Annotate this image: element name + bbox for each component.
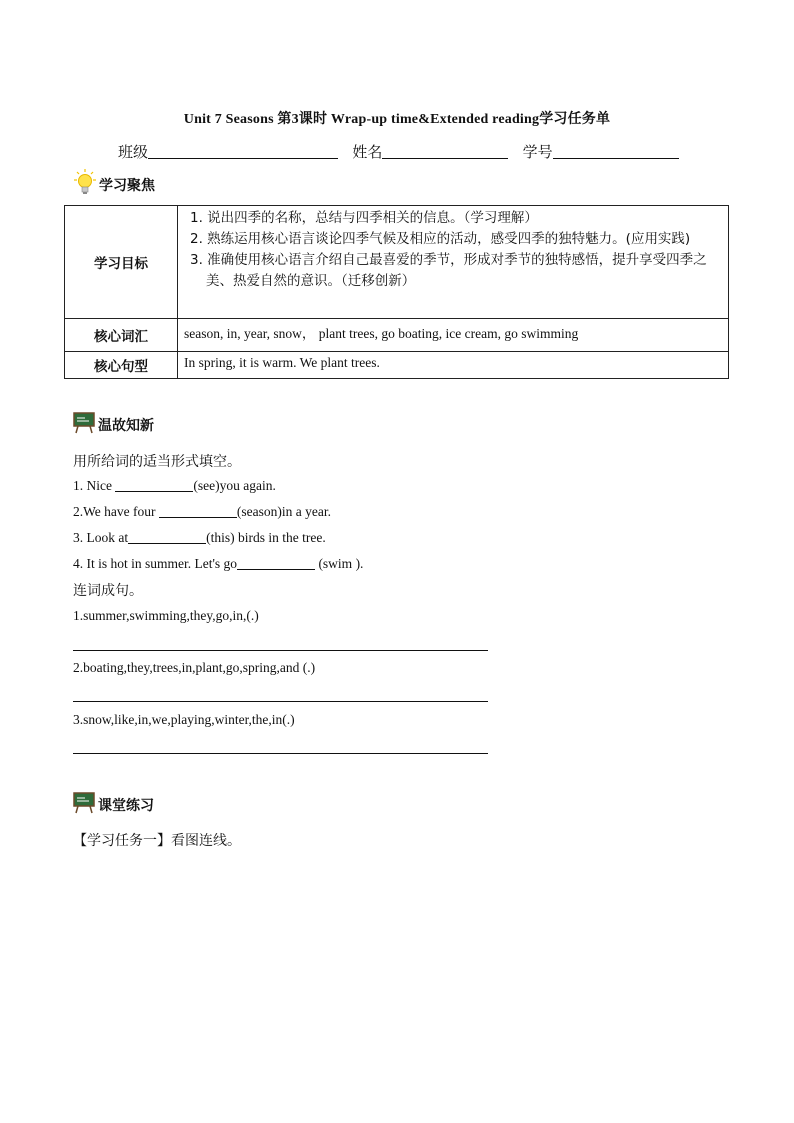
answer-line[interactable]	[73, 650, 488, 651]
goals-cell	[178, 206, 729, 319]
order-item-1: 1.summer,swimming,they,go,in,(.)	[73, 608, 259, 623]
fill-blank[interactable]	[115, 478, 193, 492]
fill-item-2	[73, 504, 331, 520]
sentence-label: 核心句型	[65, 352, 178, 379]
answer-line[interactable]	[73, 753, 488, 754]
fill-item-text: 2.We have four	[73, 504, 159, 519]
order-instruction: 连词成句。	[73, 583, 143, 599]
easel-board-icon	[73, 792, 95, 818]
fill-blank[interactable]	[237, 556, 315, 570]
sentence-cell: In spring, it is warm. We plant trees.	[178, 352, 729, 379]
table-row-sentence	[65, 352, 729, 379]
student-info-line	[118, 141, 679, 162]
fill-item-text: 1. Nice	[73, 478, 116, 493]
number-blank[interactable]	[553, 142, 679, 159]
fill-item-1	[73, 478, 276, 494]
name-label: 姓名	[352, 143, 383, 161]
goal-item: 2. 熟练运用核心语言谈论四季气候及相应的活动，感受四季的独特魅力。(应用实践)	[190, 231, 691, 247]
fill-item-text: (see)you again.	[193, 478, 276, 493]
number-label: 学号	[522, 143, 553, 161]
task1-instruction: 【学习任务一】看图连线。	[73, 833, 241, 849]
class-label: 班级	[118, 143, 149, 161]
table-row-vocab	[65, 319, 729, 352]
practice-heading-text: 课堂练习	[98, 798, 154, 814]
fill-item-3	[73, 530, 326, 546]
worksheet-title: Unit 7 Seasons 第3课时 Wrap-up time&Extended reading学习任务单	[183, 112, 611, 127]
fill-item-text: 3. Look at	[73, 530, 129, 545]
fill-blank[interactable]	[159, 504, 237, 518]
goal-item: 1. 说出四季的名称，总结与四季相关的信息。（学习理解）	[190, 210, 538, 226]
fill-item-4	[73, 556, 363, 572]
fill-blank[interactable]	[128, 530, 206, 544]
review-heading-text: 温故知新	[98, 418, 154, 434]
order-item-2: 2.boating,they,trees,in,plant,go,spring,and (.)	[73, 660, 316, 675]
fill-item-text: (swim ).	[315, 556, 364, 571]
order-item-3: 3.snow,like,in,we,playing,winter,the,in(.)	[73, 712, 295, 727]
vocab-label: 核心词汇	[65, 319, 178, 352]
lightbulb-icon	[74, 168, 96, 202]
focus-heading-text: 学习聚焦	[99, 178, 155, 194]
answer-line[interactable]	[73, 701, 488, 702]
easel-board-icon	[73, 412, 95, 438]
review-heading	[73, 412, 154, 438]
goal-item: 3. 准确使用核心语言介绍自己最喜爱的季节，形成对季节的独特感悟，提升享受四季之美、热爱自然的意识。（迁移创新）	[190, 252, 707, 289]
class-blank[interactable]	[148, 142, 338, 159]
fill-instruction: 用所给词的适当形式填空。	[73, 454, 241, 470]
focus-heading	[74, 168, 155, 202]
fill-item-text: (season)in a year.	[236, 504, 331, 519]
table-row-goals	[65, 206, 729, 319]
practice-heading	[73, 792, 154, 818]
name-blank[interactable]	[382, 142, 508, 159]
goals-label: 学习目标	[65, 206, 178, 319]
vocab-cell: season, in, year, snow， plant trees, go boating, ice cream, go swimming	[178, 319, 729, 352]
fill-item-text: 4. It is hot in summer. Let's go	[73, 556, 238, 571]
fill-item-text: (this) birds in the tree.	[206, 530, 326, 545]
focus-table	[64, 205, 729, 379]
